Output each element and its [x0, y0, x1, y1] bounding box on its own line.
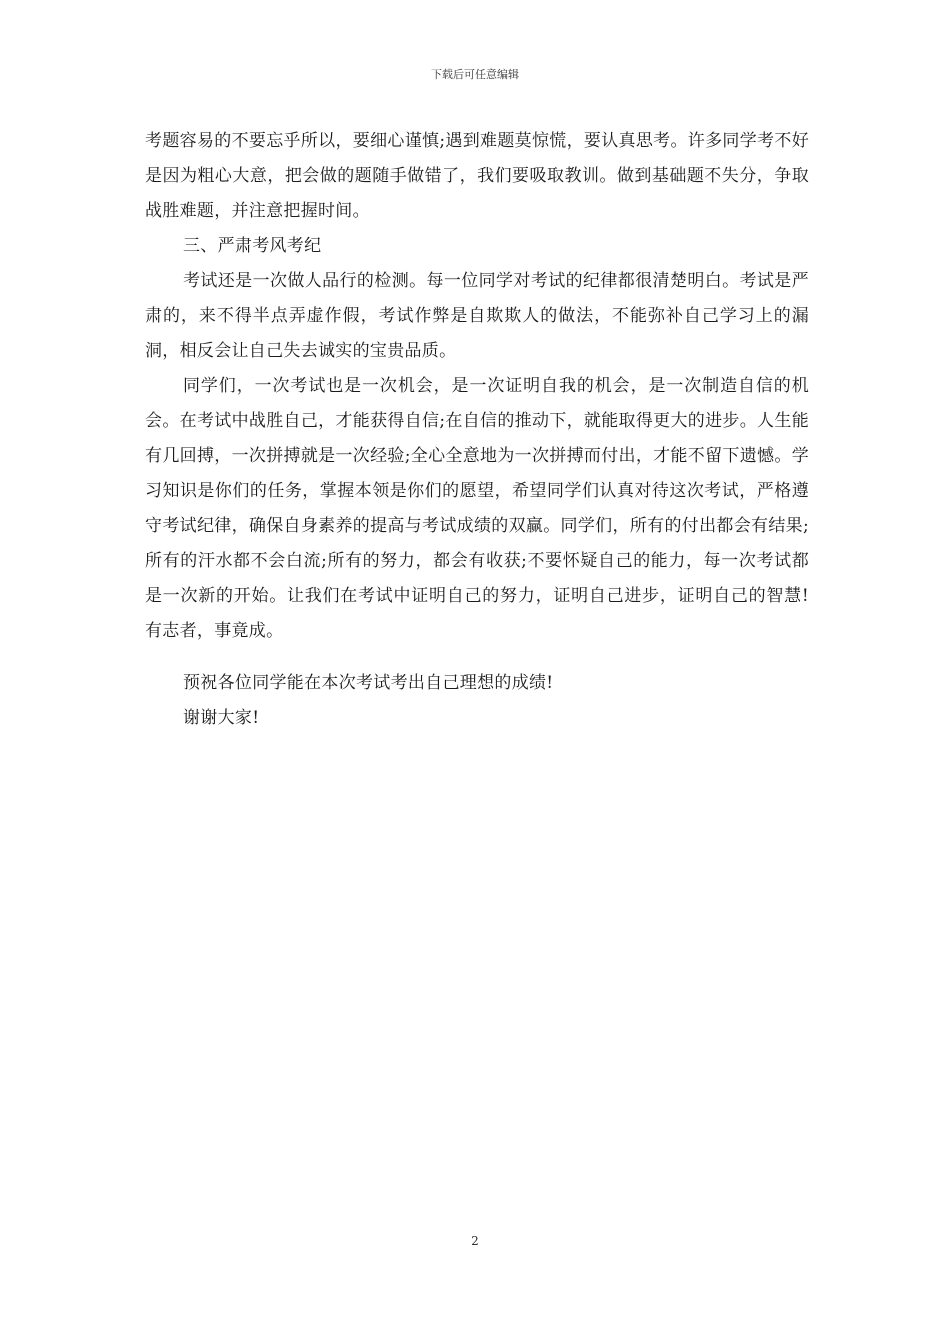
paragraph-good-wishes: 预祝各位同学能在本次考试考出自己理想的成绩! [183, 673, 554, 693]
paragraph-thanks: 谢谢大家! [183, 708, 260, 728]
paragraph-exam-opportunity: 同学们，一次考试也是一次机会，是一次证明自我的机会，是一次制造自信的机会。在考试中战胜自己，才能获得自信;在自信的推动下，就能取得更大的进步。人生能有几回搏，一次拼搏就是一次经验;全心全意地为一次拼搏而付出，才能不留下遗憾。学习知识是你们的任务，掌握本领是你们的愿望，希望同学们认真对待这次考试，严格遵守考试纪律，确保自身素养的提高与考试成绩的双赢。同学们，所有的付出都会有结果;所有的汗水都不会白流;所有的努力，都会有收获;不要怀疑自己的能力，每一次考试都是一次新的开始。让我们在考试中证明自己的努力，证明自己进步，证明自己的智慧!有志者，事竟成。 [145, 376, 809, 641]
page-number: 2 [471, 1234, 479, 1248]
section-heading-exam-discipline: 三、严肃考风考纪 [183, 236, 322, 256]
paragraph-exam-attitude: 考题容易的不要忘乎所以，要细心谨慎;遇到难题莫惊慌，要认真思考。许多同学考不好是因为粗心大意，把会做的题随手做错了，我们要吸取教训。做到基础题不失分，争取战胜难题，并注意把握时间。 [145, 131, 809, 221]
paragraph-exam-integrity: 考试还是一次做人品行的检测。每一位同学对考试的纪律都很清楚明白。考试是严肃的，来不得半点弄虚作假，考试作弊是自欺欺人的做法，不能弥补自己学习上的漏洞，相反会让自己失去诚实的宝贵品质。 [145, 271, 809, 361]
page-header: 下载后可任意编辑 [431, 68, 519, 81]
document-body [145, 124, 809, 736]
